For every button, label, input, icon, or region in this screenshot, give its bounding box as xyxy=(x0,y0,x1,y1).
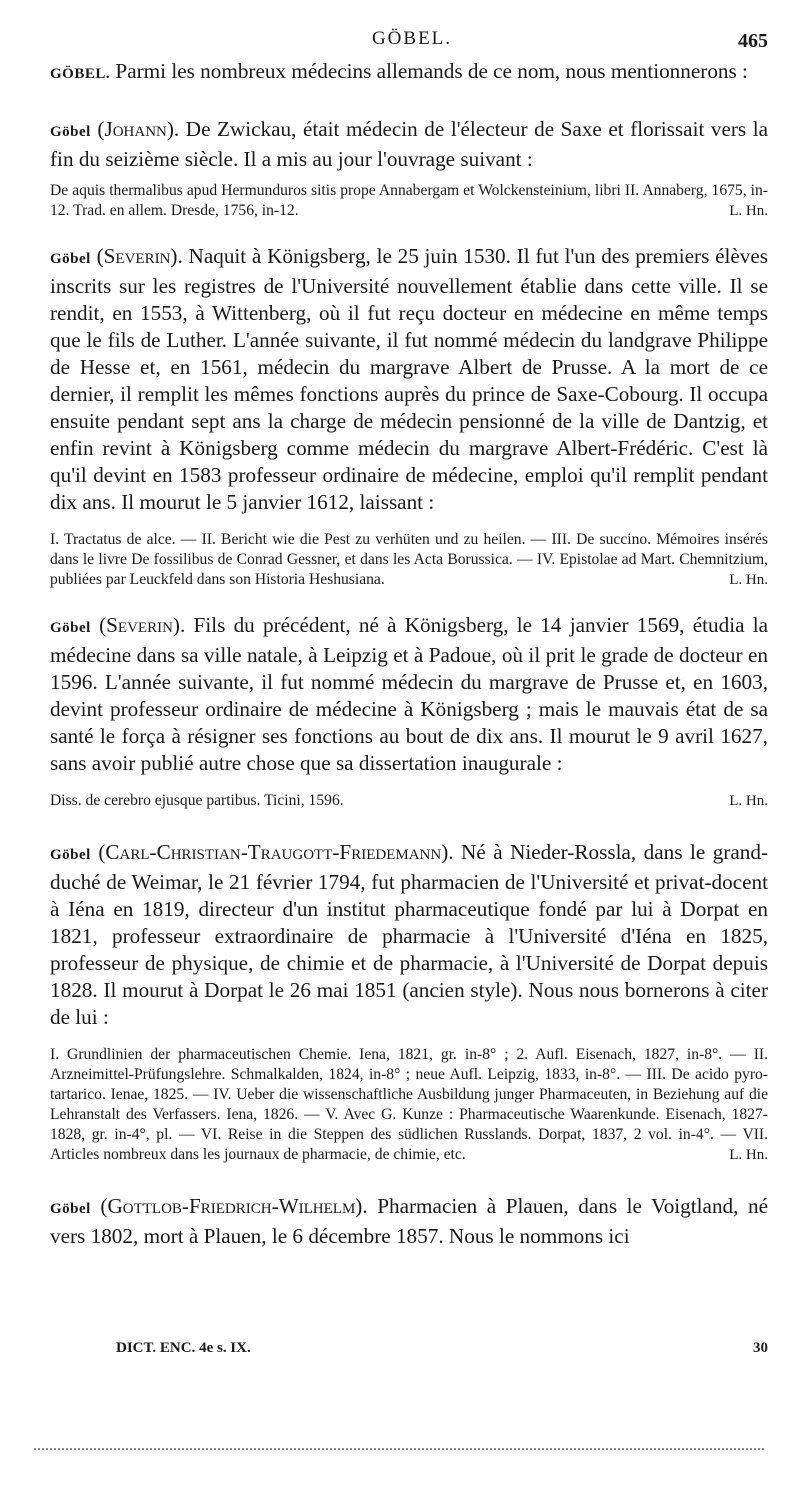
entry-given-name: (Gottlob-Friedrich-Wilhelm). xyxy=(100,1194,368,1218)
sheet-number: 30 xyxy=(753,1340,768,1356)
bottom-dotted-rule xyxy=(34,1448,764,1452)
entry-headword: Göbel xyxy=(50,1201,91,1217)
entry-johann xyxy=(50,116,768,173)
entry-text: Pharmacien à Plauen, dans le Voigtland, né vers 1802, mort à Plauen, le 6 décembre 1857. Nous le nommons ici xyxy=(50,1194,768,1248)
running-title: GÖBEL. xyxy=(371,28,453,49)
author-signature: L. Hn. xyxy=(729,572,768,588)
works-list xyxy=(50,181,768,221)
entry-text: Fils du précédent, né à Königsberg, le 14 janvier 1569, étudia la médecine dans sa ville natale, à Leipzig et à Padoue, où il prit le grade de docteur en 1596. L'année suivante, il fut nommé médecin du margrave de Prusse et, en 1603, devint professeur ordinaire de médecine à Königsberg ; mais le mauvais état de sa santé le força à résigner ses fonctions au bout de dix ans. Il mourut le 9 avril 1627, sans avoir publié autre chose que sa dissertation inaugurale : xyxy=(50,613,769,775)
running-head xyxy=(56,28,768,58)
works-text: De aquis thermalibus apud Hermunduros sitis prope Annabergam et Wolckensteinium, libri II. Annaberg, 1675, in-12. Trad. en allem. Dresde, 1756, in-12. xyxy=(50,182,768,219)
author-signature: L. Hn. xyxy=(729,793,768,809)
entry-given-name: (Carl-Christian-Traugott-Friedemann). xyxy=(98,840,454,864)
entry-severin-1530 xyxy=(50,243,768,516)
intro-paragraph xyxy=(50,58,768,88)
entry-carl-christian xyxy=(50,839,768,1031)
entry-headword: Göbel xyxy=(50,620,91,636)
entry-given-name: (Severin). xyxy=(96,244,183,268)
entry-text: De Zwickau, était médecin de l'électeur de Saxe et florissait vers la fin du seizième siècle. Il a mis au jour l'ouvrage suivant : xyxy=(50,117,769,171)
works-list xyxy=(50,791,768,811)
entry-gottlob xyxy=(50,1193,768,1250)
entry-text: Naquit à Königsberg, le 25 juin 1530. Il fut l'un des premiers élèves inscrits sur les registres de l'Université nouvellement établie dans cette ville. Il se rendit, en 1553, à Wittenberg, où il fut reçu docteur en médecine en même temps que le fils de Luther. L'année suivante, il fut nommé médecin du landgrave Philippe de Hesse et, en 1561, médecin du margrave Albert de Prusse. A la mort de ce dernier, il remplit les mêmes fonctions auprès du prince de Saxe-Cobourg. Il occupa ensuite pendant sept ans la charge de médecin pensionné de la ville de Dantzig, et enfin revint à Königsberg comme médecin du margrave Albert-Frédéric. C'est là qu'il devint en 1583 professeur ordinaire de médecine, emploi qu'il remplit pendant dix ans. Il mourut le 5 janvier 1612, laissant : xyxy=(50,244,769,514)
works-list xyxy=(50,530,768,590)
entry-headword: Göbel xyxy=(50,251,91,267)
works-text: Diss. de cerebro ejusque partibus. Ticini, 1596. xyxy=(50,792,344,809)
page-number: 465 xyxy=(738,30,768,52)
entry-given-name: (Severin). xyxy=(99,613,186,637)
works-text: I. Tractatus de alce. — II. Bericht wie die Pest zu verhüten und zu heilen. — III. De succino. Mémoires insérés dans le livre De fossilibus de Conrad Gessner, et dans les Acta Borussica. — IV. Epistolae ad Mart. Chemnitzium, publiées par Leuckfeld dans son Historia Heshusiana. xyxy=(50,531,768,588)
works-text: I. Grundlinien der pharmaceutischen Chemie. Iena, 1821, gr. in-8° ; 2. Aufl. Eisenach, 1827, in-8°. — II. Arzneimittel-Prüfungslehre. Schmalkalden, 1824, in-8° ; neue Aufl. Leipzig, 1833, in-8°. — III. De acido pyro-tartarico. Ienae, 1825. — IV. Ueber die wissenschaftliche Ausbildung junger Pharmaceuten, in Beziehung auf die Lehranstalt des Verfassers. Iena, 1826. — V. Avec G. Kunze : Pharmaceutische Waarenkunde. Eisenach, 1827-1828, gr. in-4°, pl. — VI. Reise in die Steppen des südlichen Russlands. Dorpat, 1837, 2 vol. in-4°. — VII. Articles nombreux dans les journaux de pharmacie, de chimie, etc. xyxy=(50,1046,768,1163)
printer-signature-line xyxy=(116,1340,768,1357)
signature-mark: DICT. ENC. 4e s. IX. xyxy=(116,1340,251,1356)
author-signature: L. Hn. xyxy=(729,1147,768,1163)
intro-headword: GÖBEL. xyxy=(50,66,111,82)
entry-headword: Göbel xyxy=(50,124,91,140)
page-body xyxy=(50,58,768,1250)
works-list xyxy=(50,1045,768,1165)
entry-text: Né à Nieder-Rossla, dans le grand-duché de Weimar, le 21 février 1794, fut pharmacien de l'Université et privat-docent à Iéna en 1819, directeur d'un institut pharmaceutique fondé par lui à Dorpat en 1821, professeur extraordinaire de pharmacie à l'Université d'Iéna en 1825, professeur de physique, de chimie et de pharmacie, à l'Université de Dorpat depuis 1828. Il mourut à Dorpat le 26 mai 1851 (ancien style). Nous nous bornerons à citer de lui : xyxy=(50,840,769,1029)
entry-severin-1569 xyxy=(50,612,768,777)
intro-text: Parmi les nombreux médecins allemands de ce nom, nous mentionnerons : xyxy=(115,59,748,83)
entry-given-name: (Johann). xyxy=(97,117,180,141)
author-signature: L. Hn. xyxy=(729,203,768,219)
entry-headword: Göbel xyxy=(50,847,91,863)
